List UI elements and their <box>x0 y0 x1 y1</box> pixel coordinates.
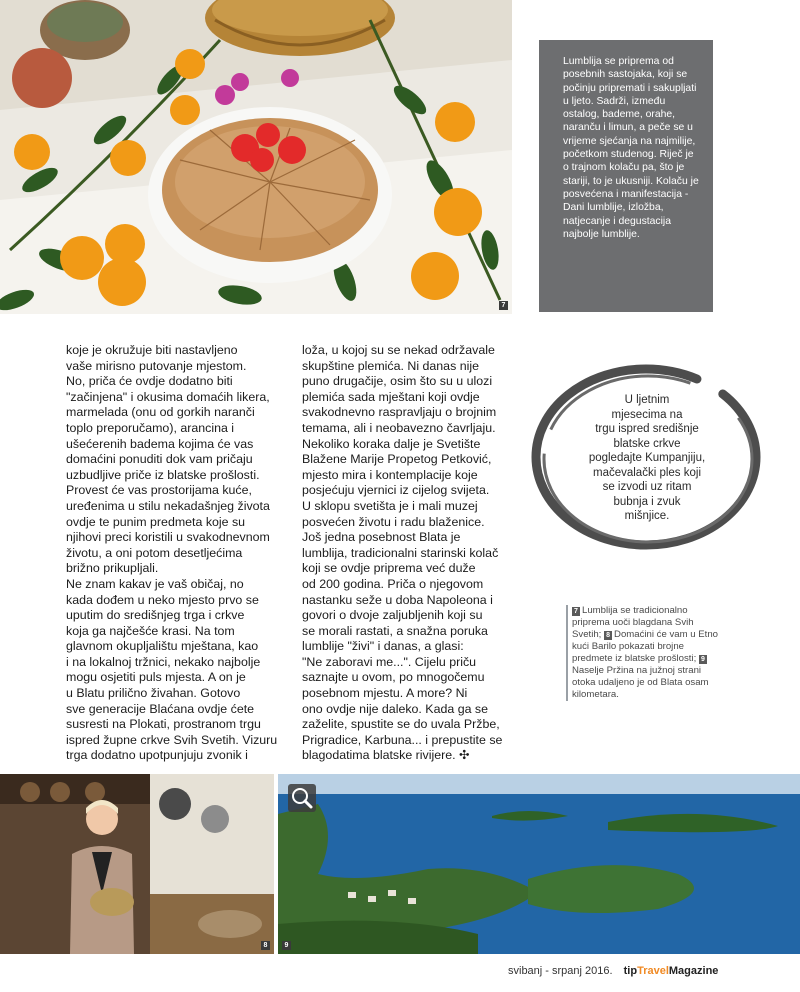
photo-number-8: 8 <box>261 941 270 950</box>
caption-7 <box>572 605 724 701</box>
lumblija-cake-photo <box>0 0 512 314</box>
magazine-brand <box>624 965 719 977</box>
article-column-2 <box>302 343 522 764</box>
caption-number: 9 <box>699 655 707 664</box>
caption-number: 7 <box>572 607 580 616</box>
caption-text: Lumblija se tradicionalno priprema uoči blagdana Svih Svetih; <box>572 605 694 640</box>
brand-travel: Travel <box>637 965 669 977</box>
etno-house-illustration <box>0 774 274 954</box>
article-text-col1: koje je okružuje biti nastavljeno vaše mirisno putovanje mjestom. No, priča će ovdje dodatno biti "začinjena" i okusima domaćih likera, marmelada (onu od gorkih naranči toplo preporučamo), arancina i ušećerenih badema kojima će vas domaćini ponuditi dok vam pričaju uzbudljive priče iz blatske prošlosti. Provest će vas prostorijama kuće, uređenima u stilu nekadašnjeg života ovdje te punim predmeta koje su njihovi preci koristili u svakodnevnom životu, a oni potom desetljećima brižno prikupljali. Ne znam kakav je vaš običaj, no kada dođem u neko mjesto prvo se uputim do središnjeg trga i crkve koja ga najčešće krasi. Na tom glavnom okupljalištu mještana, kao i na lokalnoj tržnici, nekako najbolje mogu osjetiti puls mjesta. A on je u Blatu prilično živahan. Gotovo sve generacije Blaćana ovdje ćete susresti na Plokati, prostranom trgu ispred župne crkve Svih Svetih. Vizuru trga dodatno upotpunjuju zvonik i <box>66 343 278 763</box>
etno-kuca-photo <box>0 774 274 954</box>
caption-text: Naselje Pržina na južnoj strani otoka udaljeno je od Blata osam kilometara. <box>572 665 709 700</box>
pull-quote <box>528 363 764 553</box>
page-footer <box>508 965 770 977</box>
caption-text: Domaćini će vam u Etno kući Barilo pokazati brojne predmete iz blatske prošlosti; <box>572 629 718 664</box>
caption-number: 8 <box>604 631 612 640</box>
cake-photo-illustration <box>0 0 512 314</box>
lumblija-info-box <box>539 40 713 312</box>
photo-number-9: 9 <box>282 941 291 950</box>
issue-date: svibanj - srpanj 2016. <box>508 965 613 977</box>
brand-magazine: Magazine <box>668 965 719 977</box>
zoom-icon[interactable] <box>288 784 316 812</box>
przina-coast-photo <box>278 774 800 954</box>
photo-captions <box>566 605 724 701</box>
brand-tip: tip <box>623 965 638 977</box>
article-column-1 <box>66 343 284 764</box>
pull-quote-text: U ljetnim mjesecima na trgu ispred središnje blatske crkve pogledajte Kumpanjiju, mačevalački ples koji se izvodi uz ritam bubnja i zvuk mišnjice. <box>588 394 706 522</box>
info-box-text: Lumblija se priprema od posebnih sastojaka, koji se počinju pripremati i sakupljati u ljeto. Sadrži, između ostalog, bademe, orahe, naranču i limun, a peče se u vrijeme sjećanja na najmilije, početkom studenog. Riječ je o trajnom kolaču pa, što je stariji, to je ukusniji. Kolaču je posvećena i manifestacija - Dani lumblije, izložba, natjecanje i degustacija najbolje lumblije. <box>563 56 699 240</box>
article-text-col2: loža, u kojoj su se nekad održavale skupštine plemića. Ni danas nije puno drugačije, osim što su u ulozi plemića sada mještani koji ovdje svakodnevno raspravljaju o brojnim temama, ali i neobavezno čavrljaju. Nekoliko koraka dalje je Svetište Blažene Marije Propetog Petković, mjesto mira i kontemplacije koje posjećuju vjernici iz cijelog svijeta. U sklopu svetišta je i mali muzej posvećen životu i radu blaženice. Još jedna posebnost Blata je lumblija, tradicionalni starinski kolač koji se ovdje priprema već duže od 200 godina. Priča o njegovom nastanku seže u doba Napoleona i govori o dvoje zaljubljenih koji su se morali rastati, a snažna poruka lumblije "živi" i danas, a glasi: "Ne zaboravi me...". Cijelu priču saznajte u ovom, po mnogočemu posebnom mjestu. A more? Ni ono ovdje nije daleko. Kada ga se zaželite, spustite se do uvala Pržbe, Prigradice, Karbuna... i prepustite se blagodatima blatske rivijere. ✣ <box>302 343 503 763</box>
coast-illustration <box>278 774 800 954</box>
photo-number-7: 7 <box>499 301 508 310</box>
